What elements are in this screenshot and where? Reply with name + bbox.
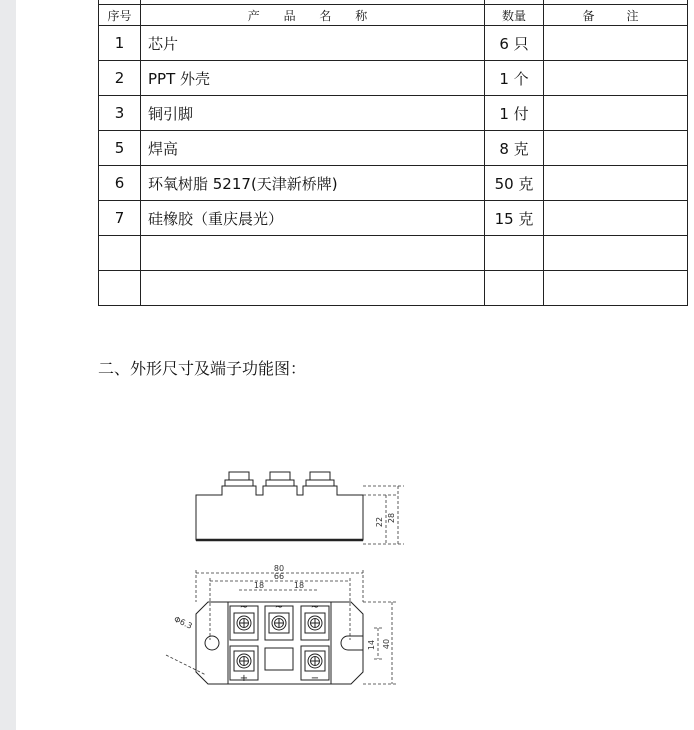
outline-dimension-drawing	[146, 460, 416, 695]
cell-qty	[485, 271, 544, 306]
cell-remark	[544, 166, 688, 201]
ac3-mark: ~	[310, 602, 320, 613]
cell-name: 芯片	[141, 26, 485, 61]
terminal-ac2-screw	[269, 613, 289, 633]
cell-no	[99, 236, 141, 271]
table-row	[99, 131, 688, 166]
overall-width-label: 40	[382, 638, 391, 650]
bill-of-materials-table	[98, 0, 688, 306]
cell-qty: 1 个	[485, 61, 544, 96]
side-body	[196, 486, 363, 540]
table-row	[99, 96, 688, 131]
cell-remark	[544, 26, 688, 61]
side-view	[196, 472, 363, 540]
cell-no: 1	[99, 26, 141, 61]
header-no: 序号	[99, 5, 141, 26]
pitch-left-label: 18	[253, 581, 265, 590]
cell-qty: 15 克	[485, 201, 544, 236]
cell-no: 3	[99, 96, 141, 131]
cell-qty: 1 付	[485, 96, 544, 131]
header-remark: 备 注	[544, 5, 688, 26]
table-row	[99, 271, 688, 306]
table-body	[99, 26, 688, 306]
cell-remark	[544, 131, 688, 166]
cell-remark	[544, 271, 688, 306]
terminal-ac1-screw	[234, 613, 254, 633]
mount-hole-left	[205, 636, 219, 650]
overall-length-label: 80	[273, 564, 285, 573]
side-dimension-lines	[363, 486, 404, 544]
cell-qty: 8 克	[485, 131, 544, 166]
terminal-screws	[234, 613, 325, 671]
table-header-row	[99, 5, 688, 26]
terminal-ac3-screw	[305, 613, 325, 633]
cell-name: 铜引脚	[141, 96, 485, 131]
cell-name	[141, 236, 485, 271]
side-screw-3	[310, 472, 330, 480]
ac2-mark: ~	[274, 602, 284, 613]
table-row	[99, 26, 688, 61]
side-inner-height-label: 22	[375, 516, 384, 528]
terminal-minus-screw	[305, 651, 325, 671]
viewer-gutter	[0, 0, 16, 730]
cell-no: 5	[99, 131, 141, 166]
header-qty: 数量	[485, 5, 544, 26]
table-row	[99, 236, 688, 271]
side-screw-1	[229, 472, 249, 480]
hole-diameter-label: Φ6.3	[172, 614, 194, 631]
cell-qty	[485, 236, 544, 271]
document-page	[16, 0, 694, 730]
table-row	[99, 201, 688, 236]
center-blank-pad	[265, 648, 293, 670]
pitch-right-label: 18	[293, 581, 305, 590]
hole-spacing-label: 66	[273, 572, 285, 581]
side-outer-height-label: 28	[387, 512, 396, 524]
ac1-mark: ~	[239, 602, 249, 613]
cell-name: 环氧树脂 5217(天津新桥牌)	[141, 166, 485, 201]
cell-name: 焊高	[141, 131, 485, 166]
table-row	[99, 166, 688, 201]
cell-qty: 50 克	[485, 166, 544, 201]
section-title: 二、外形尺寸及端子功能图：	[98, 359, 307, 378]
cell-qty: 6 只	[485, 26, 544, 61]
cell-remark	[544, 61, 688, 96]
terminal-plus-screw	[234, 651, 254, 671]
slot-width-label: 14	[367, 639, 376, 651]
cell-no: 7	[99, 201, 141, 236]
cell-no	[99, 271, 141, 306]
plus-mark: +	[239, 673, 249, 684]
cell-name	[141, 271, 485, 306]
cell-no: 6	[99, 166, 141, 201]
cell-remark	[544, 236, 688, 271]
cell-name: PPT 外壳	[141, 61, 485, 96]
header-name: 产 品 名 称	[141, 5, 485, 26]
cell-name: 硅橡胶（重庆晨光）	[141, 201, 485, 236]
cell-no: 2	[99, 61, 141, 96]
mount-slot-right	[341, 636, 363, 650]
side-screw-2	[270, 472, 290, 480]
minus-mark: −	[310, 673, 320, 684]
cell-remark	[544, 96, 688, 131]
table-row	[99, 61, 688, 96]
cell-remark	[544, 201, 688, 236]
